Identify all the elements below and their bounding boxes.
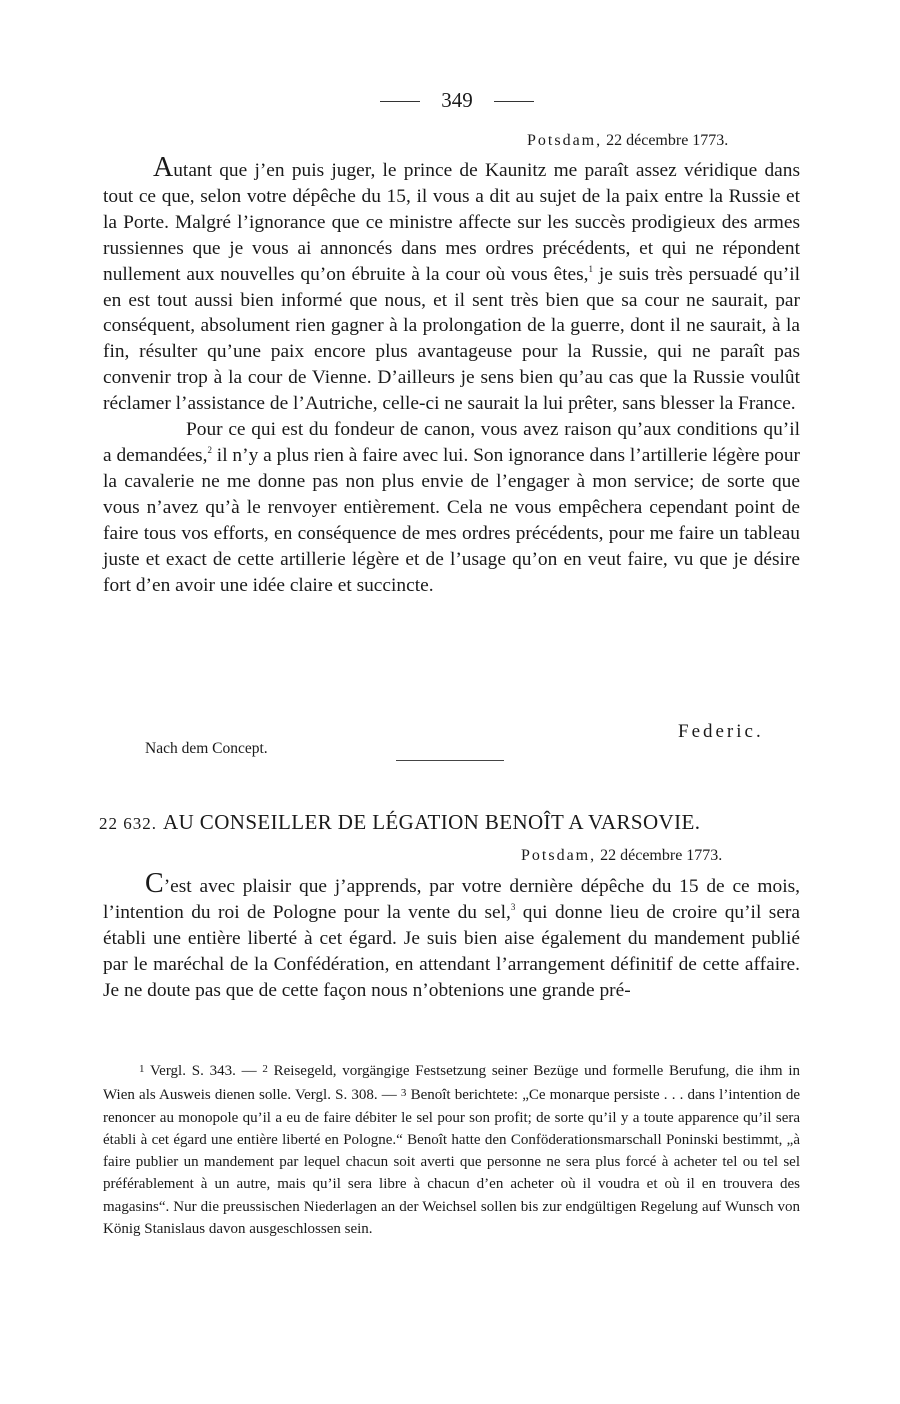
header-rule-left [380,101,420,102]
letter1-body [103,152,800,598]
letter1-drop-initial: A [153,152,174,183]
footnotes-block [103,1058,800,1240]
letter2-dateline [521,847,722,865]
footnotes [103,1058,800,1240]
footnote-1-mark: 1 [139,1063,145,1075]
footnote-ref-2[interactable]: 2 [207,444,212,455]
letter1-paragraph-1-text-b: je suis très persuadé qu’il en est tout aussi bien informé que nous, et il sent très bien que sa cour ne saurait, par conséquent, absolument rien gagner à la prolongation de la guerre, dont il ne saurait, à la fin, résulter qu’une paix encore plus avantageuse pour la Russie, qui ne paraît pas convenir trop à la cour de Vienne. D’ailleurs je sens bien qu’au cas que la Russie voulût réclamer l’assistance de l’Autriche, celle-ci ne saurait la lui prêter, sans blesser la France. [103,263,800,415]
header-rule-right [494,101,534,102]
section-divider [396,760,504,761]
letter2-number: 22 632. [99,814,157,833]
footnote-3-mark: 3 [400,1087,407,1100]
letter1-dateline-date: 22 décembre 1773. [606,132,729,149]
letter2-title: AU CONSEILLER DE LÉGATION BENOÎT A VARSOVIE. [163,810,701,834]
letter2-dateline-place: Potsdam, [521,847,597,864]
letter2-paragraph-1 [103,868,800,1004]
page-number-header [0,88,900,118]
letter2-drop-initial: C [145,868,164,899]
letter1-dateline-place: Potsdam, [527,132,603,149]
letter2-body [103,868,800,1004]
letter2-paragraph-1-text-b: qui donne lieu de croire qu’il sera établi une entière liberté à cet égard. Je suis bien aise également du mandement publié par le maréchal de la Confédération, en attendant l’arrangement définitif de cette affaire. Je ne doute pas que de cette façon nous n’obtenions une grande pré- [103,901,800,1001]
letter1-paragraph-2 [103,417,800,598]
letter2-paragraph-1-text-a: ’est avec plaisir que j’apprends, par votre dernière dépêche du 15 de ce mois, l’intention du roi de Pologne pour la vente du sel, [103,876,800,923]
footnote-2-mark: 2 [262,1063,268,1075]
letter1-paragraph-2-text-b: il n’y a plus rien à faire avec lui. Son ignorance dans l’artillerie légère pour la cavalerie ne me donne pas non plus envie de l’engager à mon service; de sorte que vous n’avez qu’à le renvoyer entièrement. Cela ne vous empêchera cependant point de faire tous vos efforts, en conséquence de mes ordres précédents, pour me faire un tableau juste et exact de cette artillerie légère et de l’usage qu’on en veut faire, vu que je désire fort d’en avoir une idée claire et succincte. [103,444,800,596]
footnote-2-text: Reisegeld, vorgängige Festsetzung seiner Bezüge und formelle Berufung, die ihm in Wien als Ausweis dienen solle. Vergl. S. 308. — [103,1063,801,1104]
letter1-paragraph-1 [103,152,800,417]
letter1-source-note: Nach dem Concept. [145,740,268,757]
letter1-signature: Federic. [678,721,764,742]
page-number: 349 [441,88,473,112]
footnote-ref-1[interactable]: 1 [588,263,594,274]
letter2-heading [99,810,700,835]
footnote-ref-3[interactable]: 3 [510,901,516,912]
letter1-dateline [527,132,728,150]
letter1-paragraph-1-text-a: utant que j’en puis juger, le prince de Kaunitz me paraît assez véridique dans tout ce que, selon votre dépêche du 15, il vous a dit au sujet de la paix entre la Russie et la Porte. Malgré l’ignorance que ce ministre affecte sur les succès prodigieux des armes russiennes que je vous ai annoncés dans mes ordres précédents, et qui ne répondent nullement aux nouvelles qu’on ébruite à la cour où vous êtes, [103,160,800,285]
footnote-3-text: Benoît berichtete: „Ce monarque persiste . . . dans l’intention de renoncer au monopole qu’il a eu de faire débiter le sel pour son profit; de sorte qu’il y a toute apparence qu’il sera établi à cet égard une entière liberté en Pologne.“ Benoît hatte den Conföderationsmarschall Poninski bestimmt, „à faire publier un mandement par lequel chacun soit averti que personne ne sera plus forcé à acheter tel ou tel sel préférablement à un autre, mais qu’il sera libre à chacun d’en acheter où il voudra et où il en trouvera des magasins“. Nur die preussischen Niederlagen an der Weichsel sollen bis zur endgültigen Regelung auf Wunsch von König Stanislaus davon ausgeschlossen sein. [103,1087,800,1238]
letter1-paragraph-2-text-a: Pour ce qui est du fondeur de canon, vous avez raison qu’aux conditions qu’il a demandées, [103,419,800,466]
letter2-dateline-date: 22 décembre 1773. [600,847,723,864]
footnote-1-text: Vergl. S. 343. — [144,1063,263,1079]
